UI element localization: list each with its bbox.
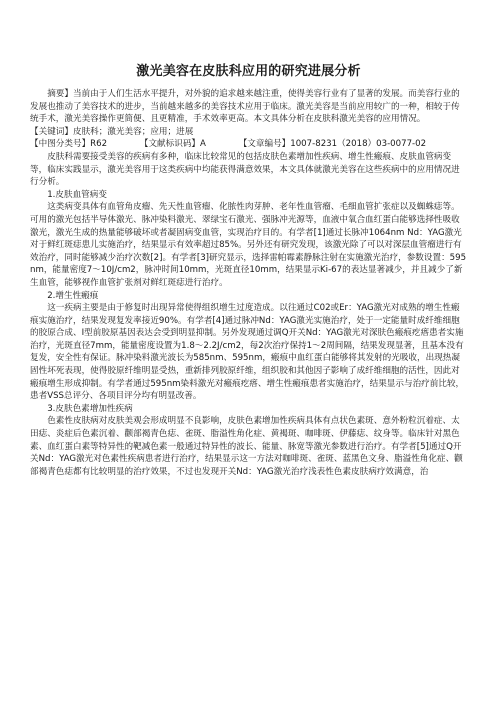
section-heading: 3.皮肤色素增加性疾病 [47, 403, 133, 414]
section-heading: 2.增生性瘢痕 [47, 290, 99, 301]
section-heading: 1.皮肤血管病变 [47, 189, 107, 200]
section-paragraph: 这一疾病主要是由于修复时出现异常使得组织增生过度造成。以往通过C02或Er：YAG激光对成熟的增生性瘢痕实施治疗，结果发现复发率接近90%。有学者[4]通过脉冲Nd：YAG激光实施治疗，处于一定能量时成纤维细胞的胶原合成、Ⅰ型前胶原基因表达会受到明显抑制。另外发现通过调Q开关Nd：YAG激光对深肤色瘢痕疙瘩患者实施治疗，光斑直径7mm，能量密度设置为1.8～2.2J/cm2，每2次治疗保持1～2周间隔，结果发现显著，且基本没有复发，安全性有保证。脉冲染料激光波长为585nm、595nm，瘢痕中血红蛋白能够将其发射的光吸收，出现热凝固性坏死表现，使得胶原纤维明显受热，重新排列胶原纤维，组织胶和其他因子影响了成纤维细胞的活性，因此对瘢痕增生形成抑制。有学者通过595nm染料激光对瘢痕疙瘩、增生性瘢痕患者实施治疗，结果显示与治疗前比较，患者VSS总评分、各项目评分均有明显改善。 [30, 303, 465, 402]
section-paragraph: 这类病变具体有血管角皮瘤、先天性血管瘤、化脓性肉芽肿、老年性血管瘤、毛细血管扩张症以及蜘蛛痣等。可用的激光包括半导体激光、脉冲染料激光、翠绿宝石激光、强脉冲光源等，血液中氧合血红蛋白能够选择性吸收激光，激光生成的热量能够破坏或者凝固病变血管，实现治疗目的。有学者[1]通过长脉冲1064nm Nd：YAG激光对于鲜红斑痣患儿实施治疗，结果显示有效率超过85%。另外还有研究发现，该激光除了可以对深层血管瘤进行有效治疗，同时能够减少治疗次数[2]。有学者[3]研究显示，选择雷帕霉素静脉注射在实施激光治疗，参数设置：595nm，能量密度7～10J/cm2，脉冲时间10mm，光斑直径10mm，结果显示Ki-67的表达显著减少，并且减少了新生血管，能够视作血管扩张剂对鲜红斑痣进行治疗。 [30, 202, 467, 288]
paper-body [30, 88, 467, 478]
abstract-paragraph: 摘要】当前由于人们生活水平提升，对外貌的追求越来越注重，使得美容行业有了显著的发展。而美容行业的发展也推动了美容技术的进步，当前越来越多的美容技术应用于临床。激光美容是当前应用较广的一种，相较于传统手术，激光美容操作更简便、且更精准，手术效率更高。本文具体分析在皮肤科激光美容的应用情况。 [30, 89, 460, 125]
article-number: 【文章编号】1007-8231（2018）03-0077-02 [238, 139, 427, 150]
paper-title: 激光美容在皮肤科应用的研究进展分析 [136, 64, 361, 79]
document-code: 【文献标识码】A [139, 139, 206, 150]
section-paragraph: 色素性皮肤病对皮肤美观会形成明显不良影响，皮肤色素增加性疾病具体有点状色素斑、意外粉粒沉着症、太田痣、炎症后色素沉着、颧部褐青色痣、雀斑、脂溢性角化症、黄褐斑、咖啡斑、伊藤痣、纹身等。临床针对黑色素、血红蛋白素等特异性的靶减色素一般通过特异性的波长、能量、脉宽等激光参数进行治疗。有学者[5]通过Q开关Nd：YAG激光对色素性疾病患者进行治疗，结果显示这一方法对咖啡斑、雀斑、蓝黑色文身、脂溢性角化症、颧部褐青色痣都有比较明显的治疗效果，不过也发现开关Nd：YAG激光治疗浅表性色素皮肤病疗效满意，治 [30, 416, 463, 477]
clc-number: 【中图分类号】R62 [30, 139, 108, 150]
keywords-line: 【关键词】皮肤科；激光美容；应用；进展 [30, 126, 194, 137]
intro-paragraph: 皮肤科需要接受美容的疾病有多种，临床比较常见的包括皮肤色素增加性疾病、增生性瘢痕、皮肤血管病变等，临床实践显示，激光美容用于这类疾病中均能获得满意效果，本文具体就激光美容在这些疾病中的应用情况进行分析。 [30, 151, 460, 188]
metadata-line [30, 138, 467, 151]
